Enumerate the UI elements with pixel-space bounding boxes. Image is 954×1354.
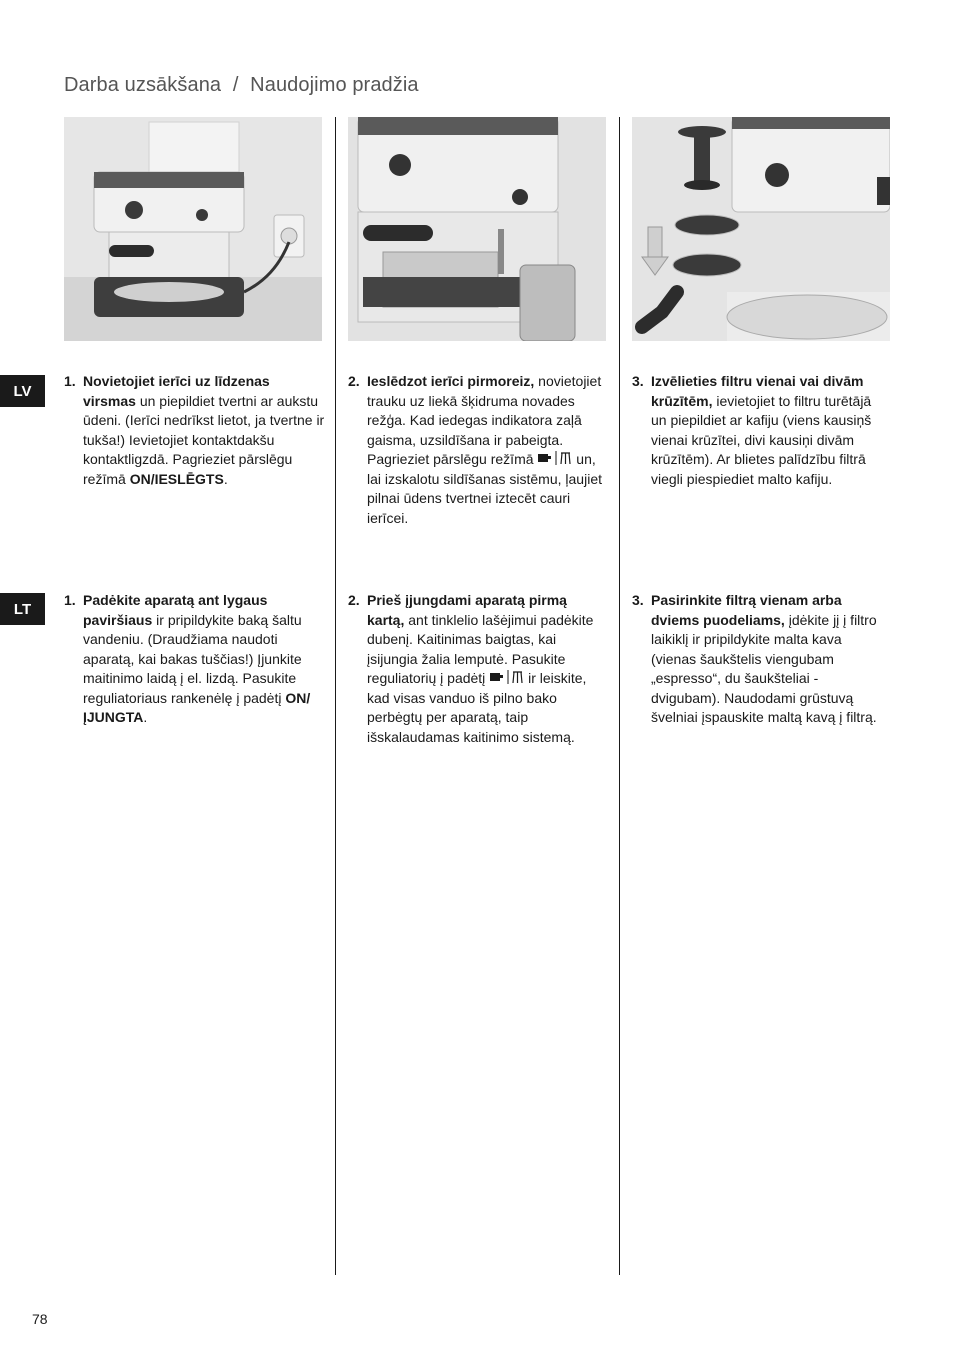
step-setting: ON/IESLĒGTS [129, 470, 224, 487]
step-heading: Izvēlieties filtru vienai vai divām krūzītēm, [651, 373, 864, 409]
step-end: . [223, 470, 228, 487]
photo-machine-plugged [64, 117, 322, 341]
step-number: 2. [348, 373, 360, 389]
step-number: 3. [632, 592, 644, 608]
step-heading: Padėkite aparatą ant lygaus paviršiaus [83, 592, 268, 628]
cup-steam-symbol-icon [537, 451, 550, 462]
step-number: 1. [64, 592, 76, 608]
step-text: ant tinklelio lašėjimui padėkite dubenį. Kaitinimas baigtas, kai įsijungia žalia lemputė. Pasukite reguliatorių į padėtį [367, 611, 594, 686]
title-lv: Darba uzsākšana [64, 74, 222, 96]
step-text-continued: ir leiskite, kad visas vanduo iš pilno bako perbėgtų per aparatą, taip išskalaudamas kaitinimo sistemą. [367, 670, 587, 745]
column-divider-2 [619, 117, 620, 1275]
step-end: . [143, 709, 148, 725]
photo-filter-tamper [632, 117, 890, 341]
step-text: un piepildiet tvertni ar aukstu ūdeni. (Ierīci nedrīkst lietot, ja tvertne ir tukša!) Ievietojiet kontaktdakšu kontaktligzdā. Pagrieziet pārslēgu režīmā [83, 392, 325, 487]
lv-step-1 [64, 372, 326, 489]
title-lt: Naudojimo pradžia [250, 74, 419, 96]
photo-machine-rinsing [348, 117, 606, 341]
step-number: 1. [64, 373, 76, 389]
step-heading: Prieš įjungdami aparatą pirmą kartą, [367, 592, 567, 628]
step-setting: ON/ĮJUNGTA [83, 689, 311, 725]
step-number: 2. [348, 592, 360, 608]
page-title [64, 74, 419, 97]
lt-step-3 [632, 591, 890, 728]
step-number: 3. [632, 373, 644, 389]
step-text-continued: un, lai izskalotu sildīšanas sistēmu, ļaujiet pilnai ūdens tvertnei iztecēt cauri ierīcei. [367, 451, 602, 526]
title-separator: / [232, 74, 239, 96]
step-heading: Ieslēdzot ierīci pirmoreiz, [367, 373, 535, 389]
step-text: novietojiet trauku uz liekā šķidruma novades režģa. Kad iedegas indikatora zaļā gaisma, uzsildīšana ir pabeigta. Pagrieziet pārslēgu režīmā [367, 373, 602, 467]
cup-steam-symbol-icon [489, 670, 502, 681]
lv-step-2 [348, 372, 608, 528]
step-text: įdėkite jį į filtro laikiklį ir pripildykite malta kava (vienas šaukštelis viengubam „espresso“, du šaukšteliai - dvigubam). Naudodami grūstuvą švelniai įspauskite maltą kavą į filtrą. [651, 611, 877, 725]
language-tab-lt: LT [0, 593, 45, 625]
step-text: ir pripildykite baką šaltu vandeniu. (Draudžiama naudoti aparatą, kai bakas tuščias!) Įjunkite maitinimo laidą į el. lizdą. Pasukite reguliatoriaus rankenėlę į padėtį [83, 611, 302, 706]
step-heading: Novietojiet ierīci uz līdzenas virsmas [83, 373, 270, 409]
lv-step-3 [632, 372, 890, 489]
page-number: 78 [32, 1311, 48, 1327]
lt-step-2 [348, 591, 608, 747]
lt-step-1 [64, 591, 326, 728]
step-heading: Pasirinkite filtrą vienam arba dviems puodeliams, [651, 592, 842, 628]
step-text: ievietojiet to filtru turētājā un piepildiet ar kafiju (viens kausiņš vienai krūzītei, divi kausiņi divām krūzītēm). Ar blietes palīdzību filtrā viegli piespiediet malto kafiju. [651, 392, 872, 487]
language-tab-lv: LV [0, 375, 45, 407]
column-divider-1 [335, 117, 336, 1275]
